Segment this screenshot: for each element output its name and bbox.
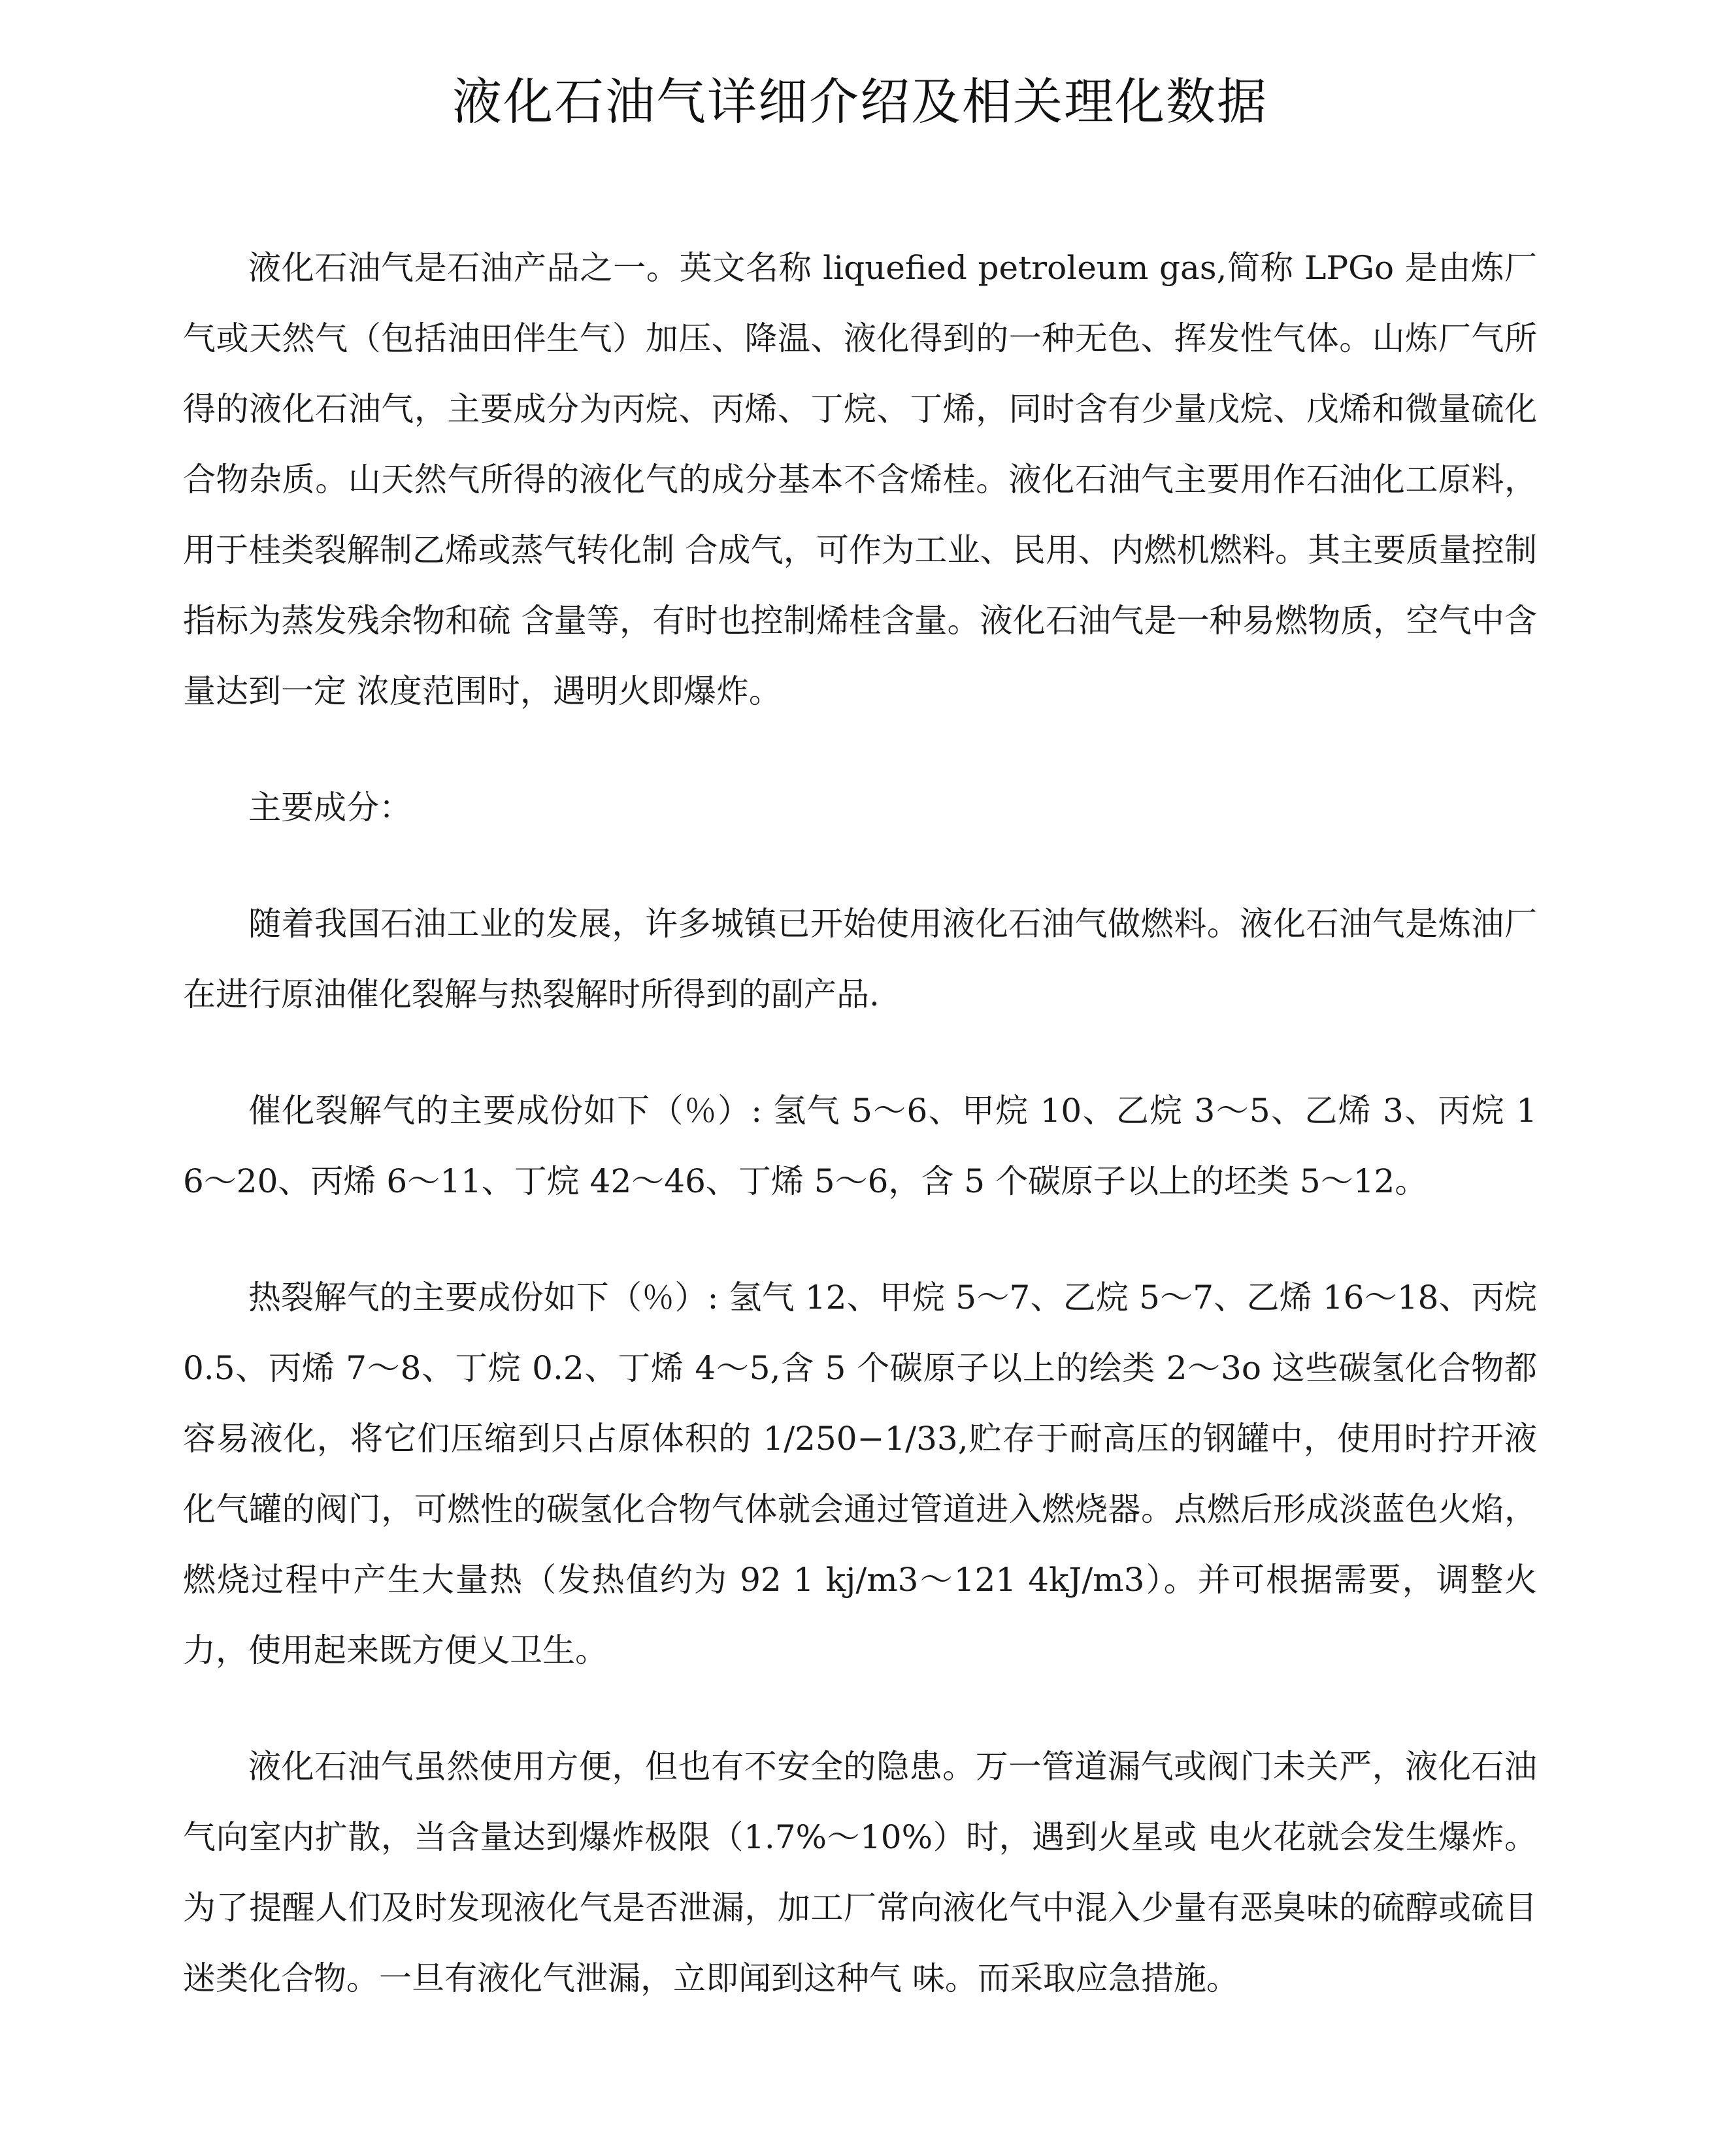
paragraph-source: 随着我国石油工业的发展，许多城镇已开始使用液化石油气做燃料。液化石油气是炼油厂在进行原油催化裂解与热裂解时所得到的副产品. bbox=[183, 905, 1537, 1013]
document-title: 液化石油气详细介绍及相关理化数据 bbox=[452, 73, 1268, 131]
document-body bbox=[183, 233, 1537, 2014]
paragraph-safety: 液化石油气虽然使用方便，但也有不安全的隐患。万一管道漏气或阀门未关严，液化石油气向室内扩散，当含量达到爆炸极限（1.7%〜10%）时，遇到火星或 电火花就会发生爆炸。为了提醒人们及时发现液化气是否泄漏，加工厂常向液化气中混入少量有恶臭味的硫醇或硫目迷类化合物。一旦有液化气泄漏，立即闻到这种气 味。而采取应急措施。 bbox=[183, 1748, 1537, 1997]
paragraph-catalytic-cracking-gas: 催化裂解气的主要成份如下（％）: 氢气 5〜6、甲烷 10、乙烷 3〜5、乙烯 3、丙烷 16〜20、丙烯 6〜11、丁烷 42〜46、丁烯 5〜6，含 5 个碳原子以上的坯类 5〜12。 bbox=[183, 1092, 1537, 1200]
paragraph-thermal-cracking-gas: 热裂解气的主要成份如下（％）: 氢气 12、甲烷 5〜7、乙烷 5〜7、乙烯 16〜18、丙烷 0.5、丙烯 7〜8、丁烷 0.2、丁烯 4〜5,含 5 个碳原子以上的绘类 2〜3o 这些碳氢化合物都容易液化，将它们压缩到只占原体积的 1/250−1/33,贮存于耐高压的钢罐中，使用时拧开液化气罐的阀门，可燃性的碳氢化合物气体就会通过管道进入燃烧器。点燃后形成淡蓝色火焰，燃烧过程中产生大量热（发热值约为 92 1 kj/m3〜121 4kJ/m3）。并可根据需要，调整火力，使用起来既方便乂卫生。 bbox=[183, 1279, 1537, 1669]
paragraph-main-components-heading: 主要成分： bbox=[248, 789, 412, 826]
paragraph-introduction: 液化石油气是石油产品之一。英文名称 liquefied petroleum gas,简称 LPGo 是由炼厂气或天然气（包括油田伴生气）加压、降温、液化得到的一种无色、挥发性气体。山炼厂气所得的液化石油气，主要成分为丙烷、丙烯、丁烷、丁烯，同时含有少量戊烷、戊烯和微量硫化合物杂质。山天然气所得的液化气的成分基本不含烯桂。液化石油气主要用作石油化工原料，用于桂类裂解制乙烯或蒸气转化制 合成气，可作为工业、民用、内燃机燃料。其主要质量控制指标为蒸发残余物和硫 含量等，有时也控制烯桂含量。液化石油气是一种易燃物质，空气中含量达到一定 浓度范围时，遇明火即爆炸。 bbox=[183, 249, 1537, 710]
